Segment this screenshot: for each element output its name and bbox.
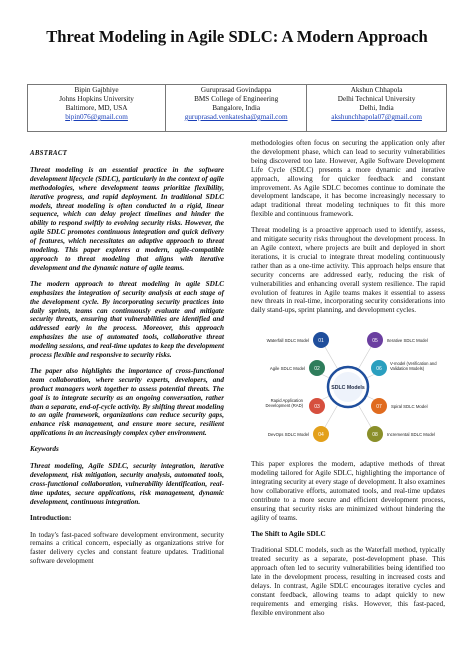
abstract-heading: ABSTRACT [30,150,68,157]
model-number: 07 [376,404,382,411]
body-paragraph: Traditional SDLC models, such as the Waterfall method, typically treated security as a separate, post-development phase. This approach often led to security vulnerabilities being identified too late in the development process, resulting in increased costs and delays. In contrast, Agile SDLC encourages iterative cycles and constant feedback, allowing teams to adapt quickly to new requirements and emerging risks. However, this fast-paced, flexible environment also [251,546,445,617]
model-label-wrap [253,398,303,416]
author-email-link[interactable]: bipin076@gmail.com [65,113,128,121]
model-number: 05 [372,338,378,345]
model-label: Rapid Application Development (RAD) [265,398,303,409]
hub-label: SDLC Models [331,385,365,392]
right-column [251,139,445,625]
model-label: Agile SDLC Model [269,366,305,372]
model-node [270,360,325,376]
abstract-paragraph: The paper also highlights the importance of cross-functional team collaboration, where security experts, developers, and product managers work together to assess potential threats. The goal is to integrate security as an ongoing conversation, rather than a separate, end-of-cycle activity. By shifting threat modeling to an agile framework, organizations can reduce security gaps, enhance risk management, and ensure more secure, resilient applications in an increasingly complex cyber environment. [30,366,224,438]
model-node [253,398,325,416]
model-number: 03 [314,404,320,411]
model-number: 08 [372,432,378,439]
author-block [166,85,307,132]
model-node [267,332,329,348]
model-number: 04 [318,432,324,439]
model-node [268,426,329,442]
model-number: 01 [318,338,324,345]
author-affiliation: BMS College of Engineering [194,95,279,103]
author-block [307,85,447,132]
center-hub [328,367,368,407]
model-number: 06 [376,366,382,373]
abstract-paragraph: Threat modeling is an essential practice in the software development lifecycle (SDLC), particularly in the context of agile methodologies, where development teams prioritize flexibility, iterative progress, and rapid deployment. In traditional SDLC models, threat modeling is often conducted in a rigid, linear sequence, which can delay project timelines and hinder the ability to respond swiftly to evolving security risks. However, the agile SDLC promotes continuous integration and quick delivery of features, which necessitates an adaptive approach to threat modeling. This paper explores a modern, agile-compatible approach to threat modeling that aligns with iterative development and the dynamic nature of agile teams. [30,165,224,272]
author-email-link[interactable]: akshunchhapola07@gmail.com [331,113,422,121]
model-label-wrap [390,361,444,379]
model-number: 02 [314,366,320,373]
author-name: Bipin Gajbhiye [74,86,119,94]
author-affiliation: Johns Hopkins University [59,95,134,103]
model-label: V-model (Verification and Validation Models) [390,361,437,372]
author-table [27,84,447,132]
body-paragraph: methodologies often focus on securing the application only after the development phase, which can lead to security vulnerabilities being discovered too late. However, Agile Software Development Life Cycle (SDLC) presents a more dynamic and iterative approach, allowing for quicker feedback and constant improvement. As Agile SDLC becomes continue to dominate the development landscape, it has become increasingly necessary to adapt traditional threat modeling techniques to fit this more flexible and continuous framework. [251,139,445,219]
author-affiliation: Delhi Technical University [337,95,416,103]
introduction-heading: Introduction: [30,513,72,522]
keywords-heading: Keywords [30,445,59,454]
model-node [367,426,435,442]
model-node [367,332,428,348]
section-heading: The Shift to Agile SDLC [251,529,326,538]
author-name: Guruprasad Govindappa [200,86,272,94]
model-label: DevOps SDLC Model [267,432,309,438]
introduction-paragraph: In today's fast-paced software development environment, security remains a critical concern, especially as organizations strive for faster delivery cycles and constant feature updates. Traditional software development [30,530,224,566]
model-node [371,398,428,414]
paper-title: Threat Modeling in Agile SDLC: A Modern Approach [46,27,428,46]
abstract-paragraph: The modern approach to threat modeling in agile SDLC emphasizes the integration of security analysis at each stage of the development cycle. By incorporating security practices into daily sprints, teams can continuously evaluate and mitigate security threats, ensuring that vulnerabilities are identified and addressed early in the process. Moreover, this approach emphasizes the use of automated tools, collaborative threat modeling sessions, and real-time updates to keep the development process flexible and responsive to security risks. [30,279,224,360]
model-node [371,360,444,379]
author-block [28,85,166,132]
sdlc-models-figure [251,322,445,452]
author-location: Bangalore, India [212,104,261,112]
model-label: Iterative SDLC Model [387,338,428,344]
left-column [30,150,224,573]
body-paragraph: Threat modeling is a proactive approach used to identify, assess, and mitigate security risks throughout the development process. In an Agile context, where projects are built and deployed in short iterations, it is crucial to integrate threat modeling continuously rather than as a one-time activity. This approach helps ensure that security concerns are addressed early, reducing the risk of vulnerabilities and enhancing overall system resilience. The rapid evolution of features in Agile teams makes it essential to assess new threats in real-time, incorporating security considerations into daily stand-ups, sprint planning, and development cycles. [251,226,445,315]
model-label: Spiral SDLC Model [391,404,428,410]
keywords-text: Threat modeling, Agile SDLC, security integration, iterative development, risk mitigation, security analysis, automated tools, cross-functional collaboration, vulnerability identification, real-time updates, secure applications, risk management, dynamic development, continuous integration. [30,462,224,506]
model-label: Incremental SDLC Model [387,432,436,438]
author-location: Baltimore, MD, USA [65,104,128,112]
author-email-link[interactable]: guruprasad.venkatesha@gmail.com [184,113,288,121]
author-name: Akshun Chhapola [350,86,403,94]
model-label: Waterfall SDLC Model [266,338,309,344]
author-location: Delhi, India [359,104,394,112]
body-paragraph: This paper explores the modern, adaptive methods of threat modeling tailored for Agile SDLC, highlighting the importance of integrating security at every stage of development. It also examines how collaborative efforts, automated tools, and real-time updates contribute to a more secure and efficient development process, ensuring that security risks are minimized without hindering the agility of teams. [251,460,445,522]
